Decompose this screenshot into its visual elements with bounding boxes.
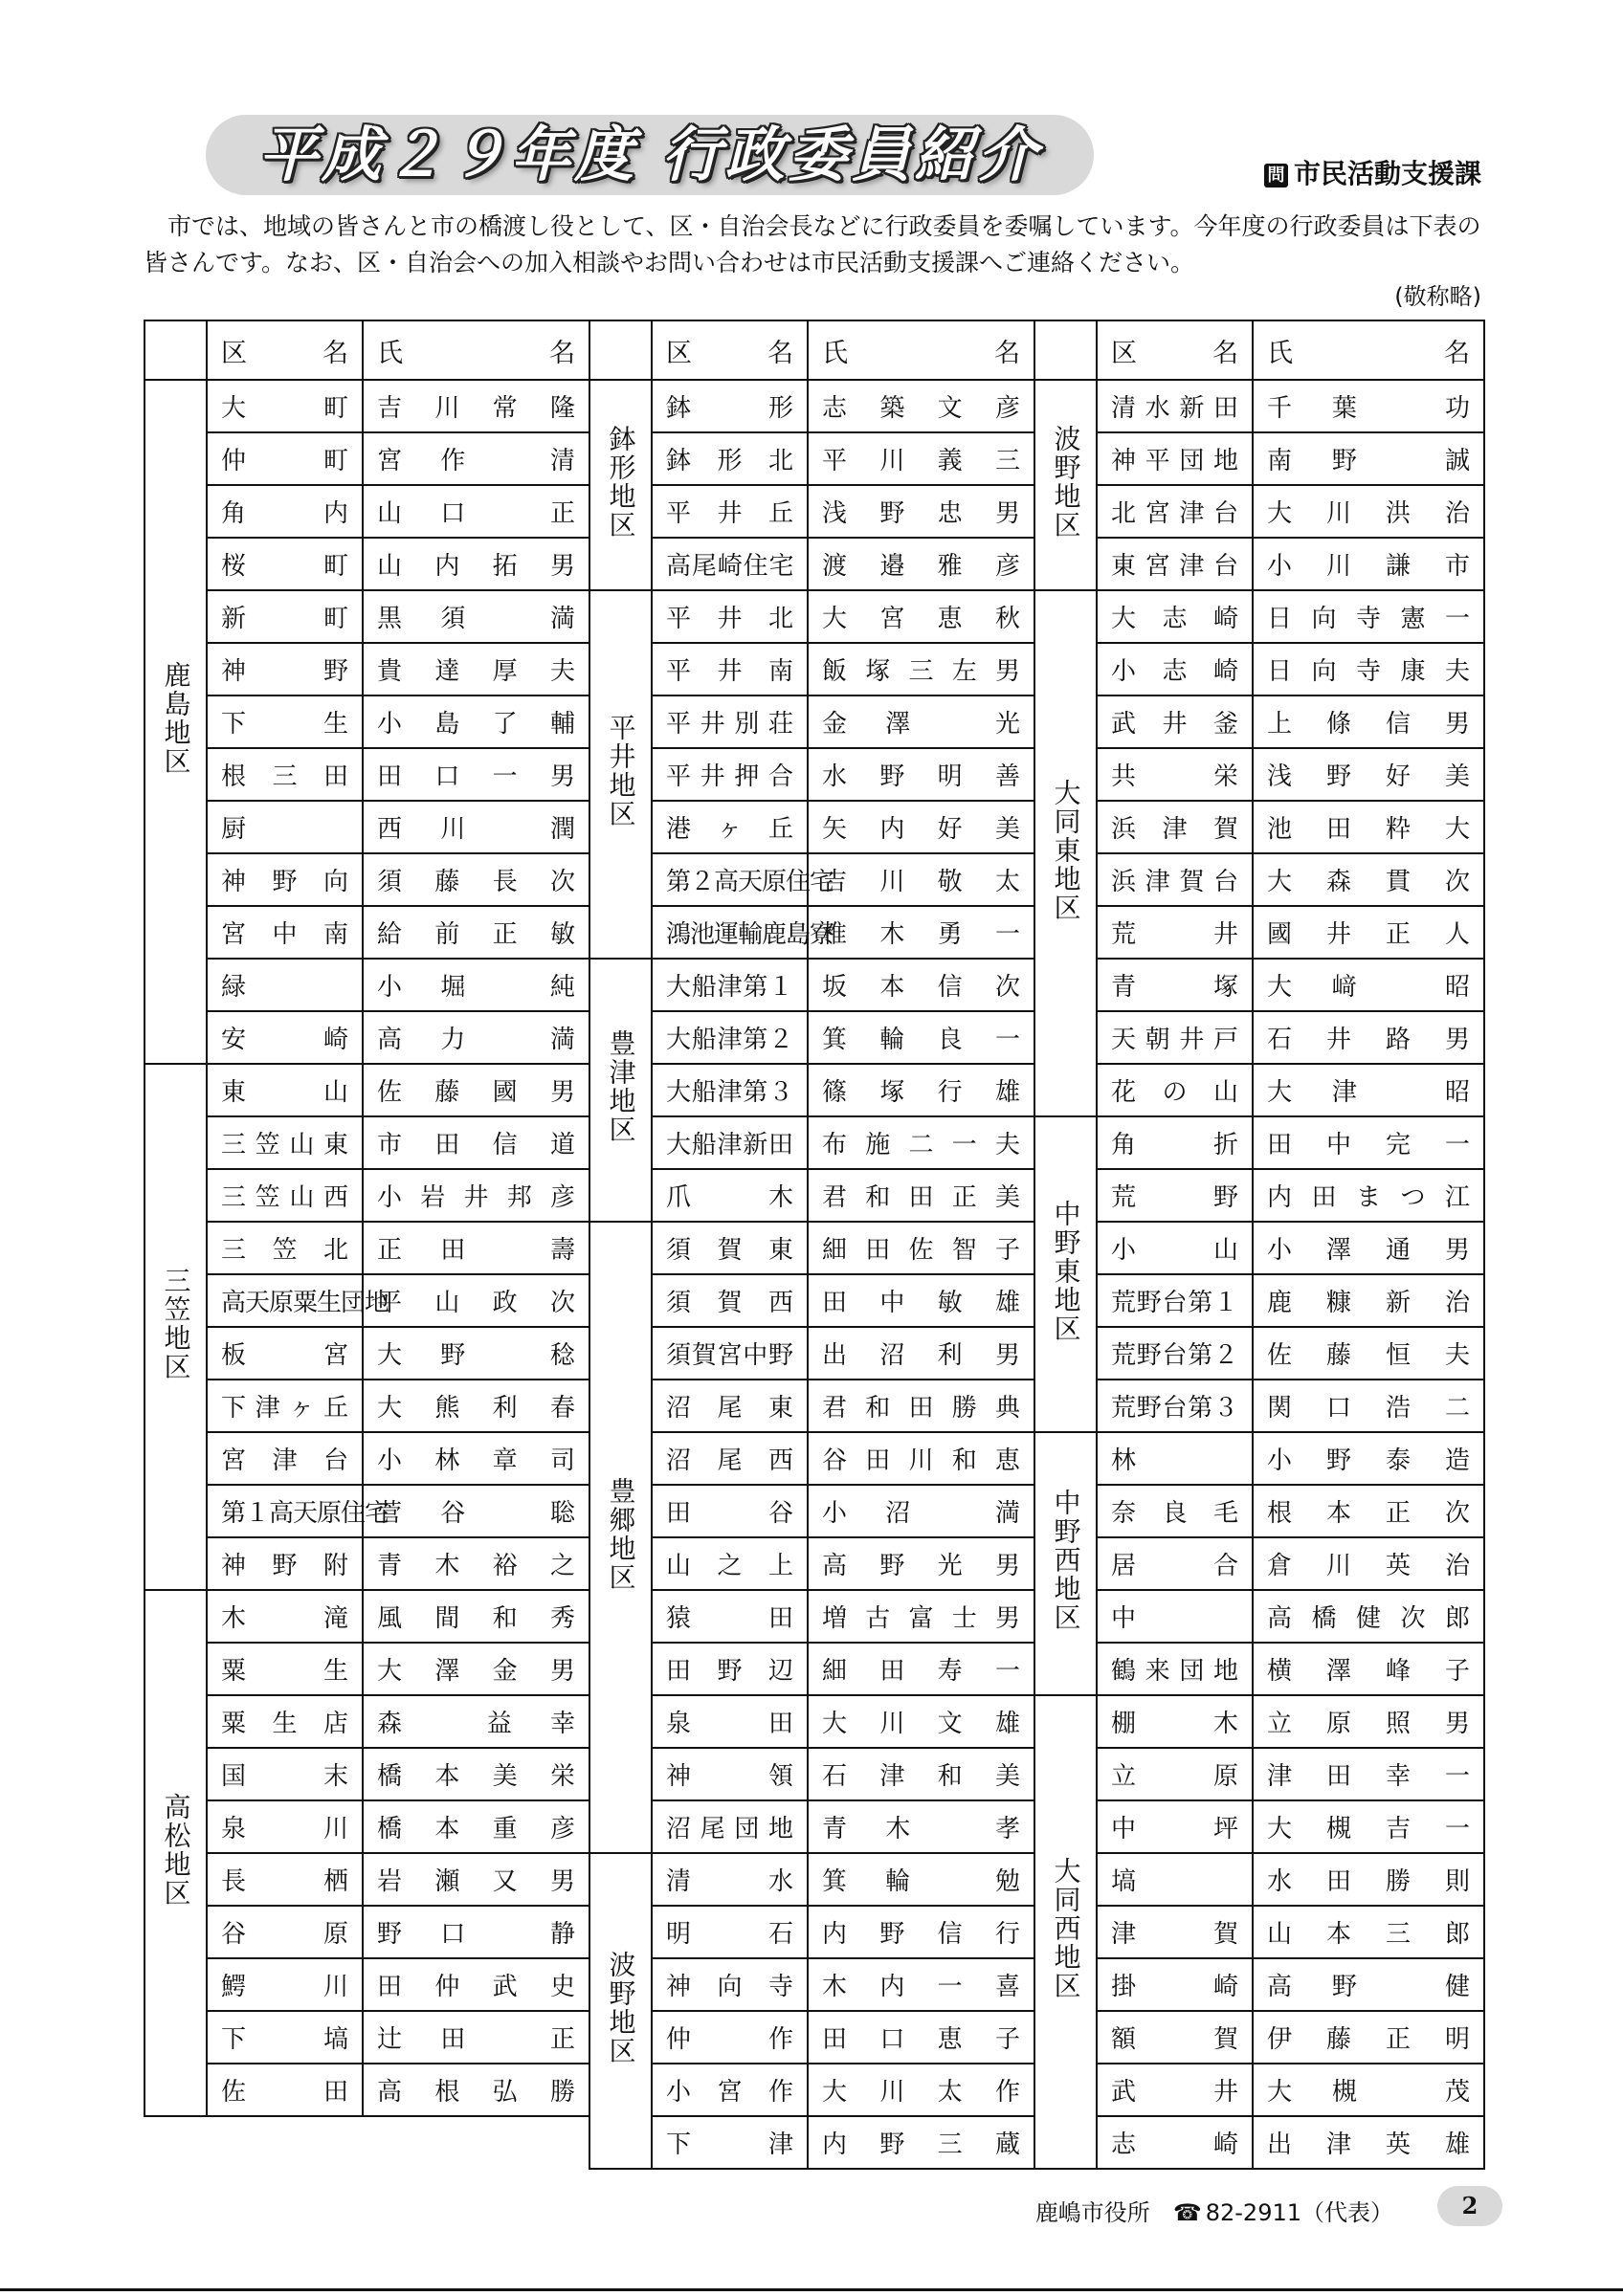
member-name-cell: 津田幸一	[1253, 1748, 1484, 1800]
ward-cell: 爪木	[652, 1169, 808, 1222]
ward-cell: 田野辺	[652, 1643, 808, 1695]
member-name-cell: 大槻 茂	[1253, 2064, 1484, 2116]
ward-cell: 高天原粟生団地	[207, 1274, 363, 1327]
ward-cell: 塙	[1097, 1853, 1253, 1906]
member-name-cell: 谷田川和恵	[808, 1432, 1034, 1485]
member-name-cell: 細田寿一	[808, 1643, 1034, 1695]
member-name-cell: 國井正人	[1253, 906, 1484, 959]
table-row	[145, 1748, 1484, 1800]
member-name-cell: 横澤峰子	[1253, 1643, 1484, 1695]
district-cell	[589, 380, 652, 590]
member-name-cell: 志築文彦	[808, 380, 1034, 432]
member-name-cell: 高根弘勝	[363, 2064, 589, 2116]
ward-cell: 第１高天原住宅	[207, 1485, 363, 1537]
member-name-cell: 浅野好美	[1253, 748, 1484, 801]
member-name-cell: 内野信行	[808, 1906, 1034, 1958]
ward-cell: 小山	[1097, 1222, 1253, 1274]
ward-cell: 武井	[1097, 2064, 1253, 2116]
member-name-cell: 平山政次	[363, 1274, 589, 1327]
member-name-cell: 田口一男	[363, 748, 589, 801]
ward-cell: 神野附	[207, 1537, 363, 1590]
member-name-cell: 大﨑 昭	[1253, 959, 1484, 1011]
ward-cell: 須賀宮中野	[652, 1327, 808, 1380]
district-cell	[589, 1853, 652, 2169]
page-title: 平成２９年度 行政委員紹介	[258, 120, 1041, 189]
member-name-cell: 森 益幸	[363, 1695, 589, 1748]
district-label: 中野東地区	[1050, 1199, 1082, 1343]
district-label: 三笠地区	[160, 1266, 192, 1381]
ward-cell: 大町	[207, 380, 363, 432]
phone-icon: ☎	[1172, 2199, 1202, 2226]
ward-cell: 山之上	[652, 1537, 808, 1590]
district-header	[1034, 320, 1097, 380]
inquiry-icon: 問	[1264, 164, 1288, 188]
ward-cell: 三笠山東	[207, 1116, 363, 1169]
table-row	[145, 1800, 1484, 1853]
table-row	[145, 1853, 1484, 1906]
ward-cell: 三笠北	[207, 1222, 363, 1274]
ward-cell: 平井丘	[652, 485, 808, 538]
member-name-cell: 山内拓男	[363, 538, 589, 590]
member-name-cell: 小澤通男	[1253, 1222, 1484, 1274]
table-row	[145, 1643, 1484, 1695]
table-row	[145, 1695, 1484, 1748]
district-cell	[1034, 590, 1097, 1116]
table-row	[145, 380, 1484, 432]
committee-roster-table	[144, 320, 1485, 2170]
ward-cell: 猿田	[652, 1590, 808, 1643]
member-name-cell: 小岩井邦彦	[363, 1169, 589, 1222]
district-label: 高松地区	[160, 1792, 192, 1908]
member-name-cell: 君和田勝典	[808, 1380, 1034, 1432]
table-row	[145, 2116, 1484, 2169]
district-label: 鉢形地区	[605, 424, 637, 540]
ward-cell: 平井北	[652, 590, 808, 643]
member-name-cell: 辻田 正	[363, 2011, 589, 2064]
district-cell	[1034, 1432, 1097, 1695]
district-label: 鹿島地区	[160, 661, 192, 776]
ward-cell: 仲町	[207, 432, 363, 485]
member-name-cell: 大川洪治	[1253, 485, 1484, 538]
table-row	[145, 1011, 1484, 1064]
ward-cell: 平井南	[652, 643, 808, 695]
district-header	[589, 320, 652, 380]
ward-cell: 立原	[1097, 1748, 1253, 1800]
member-name-cell: 橋本重彦	[363, 1800, 589, 1853]
ward-cell: 神平団地	[1097, 432, 1253, 485]
name-header: 氏名	[363, 320, 589, 380]
ward-cell: 鰐川	[207, 1958, 363, 2011]
ward-cell: 荒野台第１	[1097, 1274, 1253, 1327]
district-label: 中野西地区	[1050, 1489, 1082, 1632]
ward-cell: 泉田	[652, 1695, 808, 1748]
ward-cell: 粟生	[207, 1643, 363, 1695]
ward-cell: 平井別荘	[652, 695, 808, 748]
table-spacer	[363, 2116, 589, 2169]
ward-cell: 高尾崎住宅	[652, 538, 808, 590]
member-name-cell: 内野三蔵	[808, 2116, 1034, 2169]
member-name-cell: 小林章司	[363, 1432, 589, 1485]
ward-cell: 津賀	[1097, 1906, 1253, 1958]
ward-header: 区名	[652, 320, 808, 380]
ward-cell: 緑	[207, 959, 363, 1011]
ward-cell: 長栖	[207, 1853, 363, 1906]
ward-cell: 谷原	[207, 1906, 363, 1958]
member-name-cell: 小沼 満	[808, 1485, 1034, 1537]
ward-cell: 鉢形北	[652, 432, 808, 485]
district-cell	[1034, 380, 1097, 590]
ward-cell: 共栄	[1097, 748, 1253, 801]
header-row	[145, 320, 1484, 380]
district-cell	[589, 590, 652, 959]
ward-cell: 中坪	[1097, 1800, 1253, 1853]
member-name-cell: 大川太作	[808, 2064, 1034, 2116]
table-row	[145, 538, 1484, 590]
table-row	[145, 1064, 1484, 1116]
member-name-cell: 田仲武史	[363, 1958, 589, 2011]
district-cell	[1034, 1116, 1097, 1432]
district-cell	[145, 1064, 207, 1590]
ward-cell: 沼尾東	[652, 1380, 808, 1432]
member-name-cell: 市田信道	[363, 1116, 589, 1169]
ward-cell: 平井押合	[652, 748, 808, 801]
member-name-cell: 田中完一	[1253, 1116, 1484, 1169]
district-cell	[145, 380, 207, 1064]
table-row	[145, 1274, 1484, 1327]
ward-cell: 大船津第３	[652, 1064, 808, 1116]
district-label: 平井地区	[605, 714, 637, 828]
table-row	[145, 1537, 1484, 1590]
ward-cell: 鴻池運輸鹿島寮	[652, 906, 808, 959]
contact-dept	[1264, 153, 1481, 191]
table-row	[145, 1590, 1484, 1643]
member-name-cell: 飯塚三左男	[808, 643, 1034, 695]
member-name-cell: 大熊利春	[363, 1380, 589, 1432]
district-cell	[589, 1222, 652, 1853]
member-name-cell: 伊藤正明	[1253, 2011, 1484, 2064]
ward-cell: 須賀西	[652, 1274, 808, 1327]
ward-cell: 清水	[652, 1853, 808, 1906]
ward-cell: 厨	[207, 801, 363, 853]
member-name-cell: 木内一喜	[808, 1958, 1034, 2011]
ward-cell: 武井釜	[1097, 695, 1253, 748]
ward-cell: 大志崎	[1097, 590, 1253, 643]
member-name-cell: 高野光男	[808, 1537, 1034, 1590]
ward-cell: 浜津賀台	[1097, 853, 1253, 906]
ward-cell: 第２高天原住宅	[652, 853, 808, 906]
ward-cell: 大船津第２	[652, 1011, 808, 1064]
member-name-cell: 大津 昭	[1253, 1064, 1484, 1116]
district-cell	[1034, 1695, 1097, 2169]
ward-cell: 志崎	[1097, 2116, 1253, 2169]
ward-cell: 木滝	[207, 1590, 363, 1643]
ward-cell: 粟生店	[207, 1695, 363, 1748]
ward-cell: 角内	[207, 485, 363, 538]
ward-cell: 東山	[207, 1064, 363, 1116]
member-name-cell: 青木 孝	[808, 1800, 1034, 1853]
member-name-cell: 水田勝則	[1253, 1853, 1484, 1906]
member-name-cell: 石井路男	[1253, 1011, 1484, 1064]
member-name-cell: 山口 正	[363, 485, 589, 538]
ward-cell: 林	[1097, 1432, 1253, 1485]
member-name-cell: 佐藤國男	[363, 1064, 589, 1116]
ward-cell: 鉢形	[652, 380, 808, 432]
member-name-cell: 布施二一夫	[808, 1116, 1034, 1169]
table-row	[145, 485, 1484, 538]
member-name-cell: 椎木勇一	[808, 906, 1034, 959]
table-row	[145, 432, 1484, 485]
member-name-cell: 宮作 清	[363, 432, 589, 485]
member-name-cell: 鹿糠新治	[1253, 1274, 1484, 1327]
member-name-cell: 須藤長次	[363, 853, 589, 906]
ward-cell: 奈良毛	[1097, 1485, 1253, 1537]
member-name-cell: 大川文雄	[808, 1695, 1034, 1748]
ward-header: 区名	[1097, 320, 1253, 380]
member-name-cell: 小川謙市	[1253, 538, 1484, 590]
member-name-cell: 平川義三	[808, 432, 1034, 485]
member-name-cell: 西川 潤	[363, 801, 589, 853]
ward-cell: 荒野台第３	[1097, 1380, 1253, 1432]
ward-cell: 根三田	[207, 748, 363, 801]
member-name-cell: 田口恵子	[808, 2011, 1034, 2064]
name-header: 氏名	[1253, 320, 1484, 380]
table-row	[145, 2011, 1484, 2064]
district-label: 大同東地区	[1050, 778, 1082, 922]
ward-cell: 角折	[1097, 1116, 1253, 1169]
table-row	[145, 643, 1484, 695]
member-name-cell: 吉川常隆	[363, 380, 589, 432]
member-name-cell: 貴達厚夫	[363, 643, 589, 695]
member-name-cell: 山本三郎	[1253, 1906, 1484, 1958]
member-name-cell: 給前正敏	[363, 906, 589, 959]
member-name-cell: 野口 静	[363, 1906, 589, 1958]
member-name-cell: 高力 満	[363, 1011, 589, 1064]
member-name-cell: 田中敏雄	[808, 1274, 1034, 1327]
ward-cell: 宮津台	[207, 1432, 363, 1485]
honorific-note: (敬称略)	[1394, 283, 1481, 310]
table-row	[145, 906, 1484, 959]
district-label: 豊津地区	[605, 1029, 637, 1144]
member-name-cell: 出津英雄	[1253, 2116, 1484, 2169]
table-row	[145, 1169, 1484, 1222]
member-name-cell: 浅野忠男	[808, 485, 1034, 538]
member-name-cell: 上條信男	[1253, 695, 1484, 748]
member-name-cell: 金澤 光	[808, 695, 1034, 748]
district-header	[145, 320, 207, 380]
member-name-cell: 大森貫次	[1253, 853, 1484, 906]
ward-cell: 居合	[1097, 1537, 1253, 1590]
ward-cell: 荒野台第２	[1097, 1327, 1253, 1380]
member-name-cell: 青木裕之	[363, 1537, 589, 1590]
ward-cell: 掛崎	[1097, 1958, 1253, 2011]
member-name-cell: 箕輪良一	[808, 1011, 1034, 1064]
ward-cell: 荒野	[1097, 1169, 1253, 1222]
district-label: 波野地区	[605, 1950, 637, 2065]
member-name-cell: 根本正次	[1253, 1485, 1484, 1537]
member-name-cell: 箕輪 勉	[808, 1853, 1034, 1906]
ward-cell: 花の山	[1097, 1064, 1253, 1116]
member-name-cell: 大野 稔	[363, 1327, 589, 1380]
contact-dept-label: 市民活動支援課	[1293, 158, 1481, 189]
ward-cell: 国末	[207, 1748, 363, 1800]
ward-cell: 神野向	[207, 853, 363, 906]
table-row	[145, 1380, 1484, 1432]
ward-header: 区名	[207, 320, 363, 380]
ward-cell: 鶴来団地	[1097, 1643, 1253, 1695]
member-name-cell: 菅谷 聡	[363, 1485, 589, 1537]
ward-cell: 荒井	[1097, 906, 1253, 959]
ward-cell: 下津ヶ丘	[207, 1380, 363, 1432]
ward-cell: 泉川	[207, 1800, 363, 1853]
table-row	[145, 801, 1484, 853]
member-name-cell: 橋本美栄	[363, 1748, 589, 1800]
member-name-cell: 高橋健次郎	[1253, 1590, 1484, 1643]
ward-cell: 仲作	[652, 2011, 808, 2064]
ward-cell: 三笠山西	[207, 1169, 363, 1222]
member-name-cell: 風間和秀	[363, 1590, 589, 1643]
ward-cell: 新町	[207, 590, 363, 643]
member-name-cell: 渡邉雅彦	[808, 538, 1034, 590]
table-row	[145, 1906, 1484, 1958]
table-row	[145, 590, 1484, 643]
name-header: 氏名	[808, 320, 1034, 380]
ward-cell: 下塙	[207, 2011, 363, 2064]
member-name-cell: 千葉 功	[1253, 380, 1484, 432]
district-cell	[589, 959, 652, 1222]
table-row	[145, 748, 1484, 801]
ward-cell: 天朝井戸	[1097, 1011, 1253, 1064]
phone-number: 82-2911（代表）	[1205, 2199, 1393, 2226]
ward-cell: 港ヶ丘	[652, 801, 808, 853]
ward-cell: 明石	[652, 1906, 808, 1958]
member-name-cell: 内田まつ江	[1253, 1169, 1484, 1222]
ward-cell: 棚木	[1097, 1695, 1253, 1748]
table-row	[145, 1958, 1484, 2011]
ward-cell: 宮中南	[207, 906, 363, 959]
ward-cell: 佐田	[207, 2064, 363, 2116]
member-name-cell: 大槻吉一	[1253, 1800, 1484, 1853]
table-row	[145, 959, 1484, 1011]
district-label: 豊郷地区	[605, 1476, 637, 1592]
member-name-cell: 正田 壽	[363, 1222, 589, 1274]
table-spacer	[207, 2116, 363, 2169]
table-row	[145, 2064, 1484, 2116]
member-name-cell: 大澤金男	[363, 1643, 589, 1695]
member-name-cell: 矢内好美	[808, 801, 1034, 853]
member-name-cell: 水野明善	[808, 748, 1034, 801]
page-number: 2	[1437, 2186, 1502, 2226]
member-name-cell: 佐藤恒夫	[1253, 1327, 1484, 1380]
office-name: 鹿嶋市役所	[1034, 2199, 1150, 2226]
member-name-cell: 細田佐智子	[808, 1222, 1034, 1274]
ward-cell: 安崎	[207, 1011, 363, 1064]
ward-cell: 小志崎	[1097, 643, 1253, 695]
ward-cell: 神領	[652, 1748, 808, 1800]
table-row	[145, 1432, 1484, 1485]
ward-cell: 東宮津台	[1097, 538, 1253, 590]
ward-cell: 大船津第１	[652, 959, 808, 1011]
table-row	[145, 1116, 1484, 1169]
member-name-cell: 南野 誠	[1253, 432, 1484, 485]
ward-cell: 下津	[652, 2116, 808, 2169]
member-name-cell: 増古富士男	[808, 1590, 1034, 1643]
ward-cell: 田谷	[652, 1485, 808, 1537]
ward-cell: 浜津賀	[1097, 801, 1253, 853]
footer-contact	[1035, 2194, 1393, 2227]
ward-cell: 小宮作	[652, 2064, 808, 2116]
ward-cell: 須賀東	[652, 1222, 808, 1274]
ward-cell: 清水新田	[1097, 380, 1253, 432]
ward-cell: 板宮	[207, 1327, 363, 1380]
member-name-cell: 小堀 純	[363, 959, 589, 1011]
member-name-cell: 関口浩二	[1253, 1380, 1484, 1432]
ward-cell: 青塚	[1097, 959, 1253, 1011]
ward-cell: 神野	[207, 643, 363, 695]
member-name-cell: 黒須 満	[363, 590, 589, 643]
ward-cell: 下生	[207, 695, 363, 748]
member-name-cell: 吉川敬太	[808, 853, 1034, 906]
member-name-cell: 坂本信次	[808, 959, 1034, 1011]
table-row	[145, 695, 1484, 748]
ward-cell: 沼尾西	[652, 1432, 808, 1485]
page-divider	[0, 2288, 1623, 2291]
member-name-cell: 倉川英治	[1253, 1537, 1484, 1590]
member-name-cell: 立原照男	[1253, 1695, 1484, 1748]
intro-paragraph: 市では、地域の皆さんと市の橋渡し役として、区・自治会長などに行政委員を委嘱しています。今年度の行政委員は下表の皆さんです。なお、区・自治会への加入相談やお問い合わせは市民活動支援課へご連絡ください。	[144, 212, 1481, 276]
table-row	[145, 1222, 1484, 1274]
member-name-cell: 出沼利男	[808, 1327, 1034, 1380]
table-row	[145, 853, 1484, 906]
member-name-cell: 岩瀬又男	[363, 1853, 589, 1906]
table-row	[145, 1485, 1484, 1537]
member-name-cell: 大宮恵秋	[808, 590, 1034, 643]
member-name-cell: 池田粋大	[1253, 801, 1484, 853]
district-label: 大同西地区	[1050, 1857, 1082, 2000]
ward-cell: 桜町	[207, 538, 363, 590]
ward-cell: 北宮津台	[1097, 485, 1253, 538]
ward-cell: 神向寺	[652, 1958, 808, 2011]
ward-cell: 大船津新田	[652, 1116, 808, 1169]
member-name-cell: 小島了輔	[363, 695, 589, 748]
table-row	[145, 1327, 1484, 1380]
district-label: 波野地区	[1050, 424, 1082, 540]
district-cell	[145, 1590, 207, 2116]
ward-cell: 沼尾団地	[652, 1800, 808, 1853]
ward-cell: 額賀	[1097, 2011, 1253, 2064]
member-name-cell: 石津和美	[808, 1748, 1034, 1800]
member-name-cell: 篠塚行雄	[808, 1064, 1034, 1116]
member-name-cell: 君和田正美	[808, 1169, 1034, 1222]
ward-cell: 中	[1097, 1590, 1253, 1643]
member-name-cell: 日向寺憲一	[1253, 590, 1484, 643]
member-name-cell: 日向寺康夫	[1253, 643, 1484, 695]
table-spacer	[145, 2116, 207, 2169]
member-name-cell: 高野 健	[1253, 1958, 1484, 2011]
member-name-cell: 小野泰造	[1253, 1432, 1484, 1485]
